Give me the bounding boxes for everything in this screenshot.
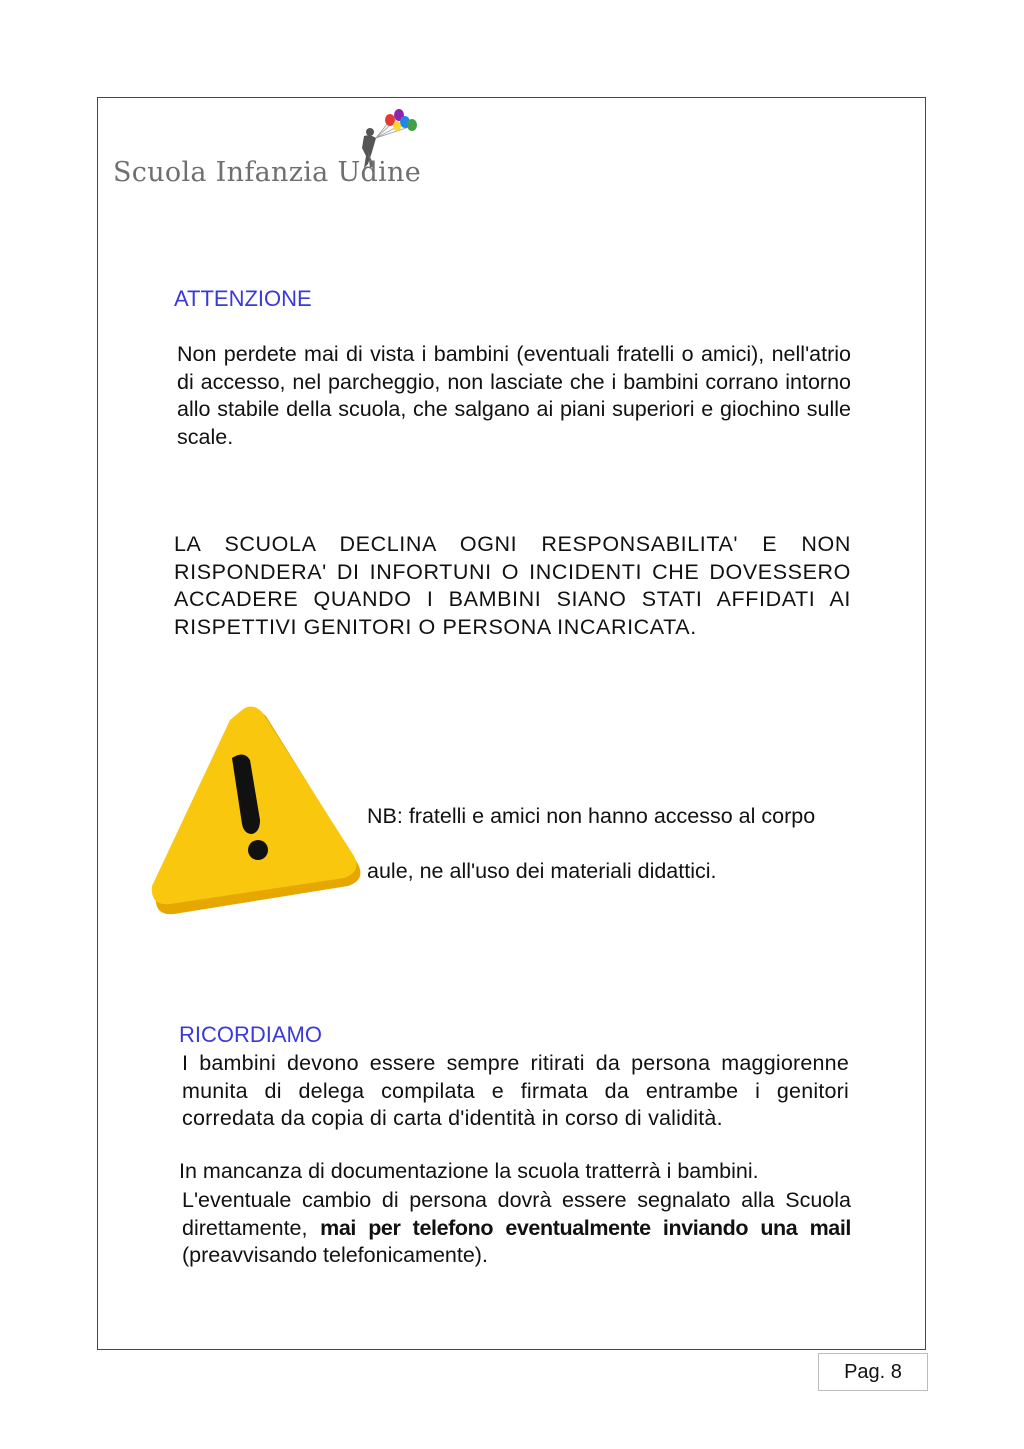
nb-line-1: NB: fratelli e amici non hanno accesso al corpo xyxy=(367,804,816,828)
page-number-box xyxy=(818,1353,928,1391)
ricordiamo-p3-bold: mai per telefono eventualmente inviando una mail xyxy=(320,1215,851,1240)
ricordiamo-p3-end: (preavvisando telefonicamente). xyxy=(182,1243,488,1267)
nb-line-2: aule, ne all'uso dei materiali didattici. xyxy=(367,859,717,883)
attenzione-paragraph: Non perdete mai di vista i bambini (eventuali fratelli o amici), nell'atrio di accesso, nel parcheggio, non lasciate che i bambini corrano intorno allo stabile della scuola, che salgano ai piani superiori e giochino sulle scale. xyxy=(177,342,851,449)
ricordiamo-p3-start: L'eventuale cambio di persona dovrà essere segnalato alla Scuola direttamente, xyxy=(182,1188,851,1240)
ricordiamo-paragraph-3 xyxy=(182,1187,851,1270)
page-number: Pag. 8 xyxy=(844,1360,902,1383)
logo-text: Scuola Infanzia Udine xyxy=(113,157,421,188)
disclaimer-paragraph: LA SCUOLA DECLINA OGNI RESPONSABILITA' E NON RISPONDERA' DI INFORTUNI O INCIDENTI CHE DOVESSERO ACCADERE QUANDO I BAMBINI SIANO STATI AFFIDATI AI RISPETTIVI GENITORI O PERSONA INCARICATA. xyxy=(174,532,851,639)
ricordiamo-paragraph-2: In mancanza di documentazione la scuola tratterrà i bambini. xyxy=(179,1159,759,1183)
ricordiamo-paragraph-1: I bambini devono essere sempre ritirati da persona maggiorenne munita di delega compilata e firmata da entrambe i genitori corredata da copia di carta d'identità in corso di validità. xyxy=(182,1051,849,1130)
warning-triangle-icon xyxy=(148,700,370,922)
ricordiamo-heading: RICORDIAMO xyxy=(179,1022,322,1047)
attenzione-heading: ATTENZIONE xyxy=(174,286,312,311)
